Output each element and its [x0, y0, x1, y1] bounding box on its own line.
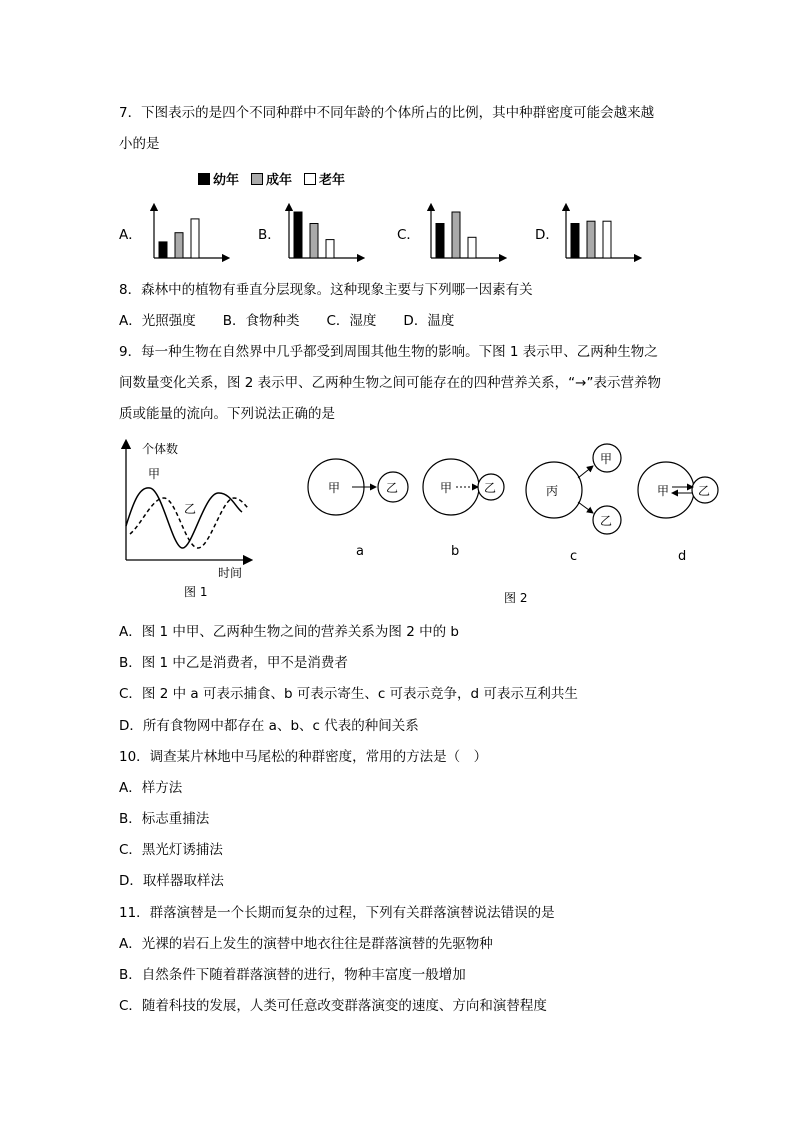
- chart-c-bar-old: [468, 237, 476, 258]
- q7-legend: [198, 169, 345, 188]
- fig2-a-big: 甲: [328, 481, 341, 495]
- fig1-ylabel: 个体数: [142, 442, 179, 456]
- q9-stem-line2: 间数量变化关系，图 2 表示甲、乙两种生物之间可能存在的四种营养关系，“→”表示营养物: [119, 375, 661, 391]
- q11-option-a: A．光裸的岩石上发生的演替中地衣往往是群落演替的先驱物种: [119, 936, 493, 952]
- chart-a-bar-young: [159, 242, 167, 258]
- q10-option-b: B．标志重捕法: [119, 811, 210, 827]
- legend-adult: 成年: [251, 169, 292, 188]
- q10-option-c: C．黑光灯诱捕法: [119, 842, 223, 858]
- q8-options: A．光照强度 B．食物种类 C．湿度 D．温度: [119, 313, 455, 329]
- legend-old: 老年: [304, 169, 345, 188]
- q9-option-b: B．图 1 中乙是消费者，甲不是消费者: [119, 655, 348, 671]
- fig2-c-big: 丙: [546, 484, 559, 498]
- q11-option-b: B．自然条件下随着群落演替的进行，物种丰富度一般增加: [119, 967, 466, 983]
- fig2-panel-d: [638, 462, 718, 564]
- chart-d-bar-young: [571, 224, 579, 259]
- q11-stem: 11．群落演替是一个长期而复杂的过程，下列有关群落演替说法错误的是: [119, 905, 555, 921]
- fig2-c-top: 甲: [600, 452, 613, 466]
- fig1-curve-jia: [126, 488, 242, 548]
- fig2-d-label: d: [678, 549, 687, 564]
- fig2-d-big: 甲: [657, 484, 670, 498]
- q7-stem-line2: 小的是: [119, 136, 160, 152]
- chart-c-bar-young: [436, 224, 444, 259]
- fig1-series-jia-label: 甲: [148, 467, 161, 481]
- q7-option-a-label: A．: [119, 227, 142, 243]
- age-chart-b: [285, 205, 365, 265]
- fig2-b-label: b: [451, 544, 460, 559]
- fig2-a-small: 乙: [386, 481, 399, 495]
- black-square-icon: [198, 173, 210, 185]
- fig2-d-small: 乙: [698, 484, 711, 498]
- q7-option-d-label: D．: [535, 227, 559, 243]
- q10-option-a: A．样方法: [119, 780, 183, 796]
- q7-stem-line1: 7．下图表示的是四个不同种群中不同年龄的个体所占的比例，其中种群密度可能会越来越: [119, 105, 655, 121]
- fig2-c-label: c: [570, 549, 578, 564]
- q9-option-c: C．图 2 中 a 可表示捕食、b 可表示寄生、c 可表示竞争，d 可表示互利共生: [119, 686, 578, 702]
- q7-option-c-label: C．: [397, 227, 420, 243]
- fig2-b-big: 甲: [440, 481, 453, 495]
- fig2-caption: 图 2: [504, 591, 528, 605]
- fig1-series-yi-label: 乙: [184, 502, 197, 516]
- q9-stem-line1: 9．每一种生物在自然界中几乎都受到周围其他生物的影响。下图 1 表示甲、乙两种生物之: [119, 344, 658, 360]
- chart-d-bar-old: [603, 221, 611, 258]
- q10-option-d: D．取样器取样法: [119, 873, 224, 889]
- q9-option-d: D．所有食物网中都存在 a、b、c 代表的种间关系: [119, 718, 419, 734]
- fig2-a-label: a: [356, 544, 364, 559]
- legend-young: 幼年: [198, 169, 239, 188]
- white-square-icon: [304, 173, 316, 185]
- chart-a-bar-old: [191, 219, 199, 258]
- fig2-panel-b: [423, 459, 504, 559]
- fig1-xlabel: 时间: [218, 566, 243, 580]
- figure-1-population-graph: [118, 438, 258, 608]
- fig1-caption: 图 1: [184, 585, 208, 599]
- q11-option-c: C．随着科技的发展，人类可任意改变群落演变的速度、方向和演替程度: [119, 998, 547, 1014]
- q7-option-b-label: B．: [258, 227, 281, 243]
- age-chart-a: [150, 205, 230, 265]
- fig2-c-bottom: 乙: [600, 514, 613, 528]
- chart-b-bar-old: [326, 240, 334, 258]
- chart-d-bar-adult: [587, 221, 595, 258]
- age-chart-c: [427, 205, 507, 265]
- chart-b-bar-young: [294, 212, 302, 258]
- age-chart-d: [562, 205, 642, 265]
- chart-b-bar-adult: [310, 224, 318, 259]
- fig2-b-small: 乙: [484, 481, 497, 495]
- figure-2-relations: [300, 440, 730, 610]
- chart-c-bar-adult: [452, 212, 460, 258]
- q8-stem: 8．森林中的植物有垂直分层现象。这种现象主要与下列哪一因素有关: [119, 282, 533, 298]
- q9-option-a: A．图 1 中甲、乙两种生物之间的营养关系为图 2 中的 b: [119, 624, 459, 640]
- gray-square-icon: [251, 173, 263, 185]
- fig2-panel-c: [526, 444, 621, 564]
- chart-a-bar-adult: [175, 233, 183, 258]
- fig2-panel-a: [308, 459, 408, 559]
- q10-stem: 10．调查某片林地中马尾松的种群密度，常用的方法是（ ）: [119, 749, 488, 765]
- q9-stem-line3: 质或能量的流向。下列说法正确的是: [119, 406, 335, 422]
